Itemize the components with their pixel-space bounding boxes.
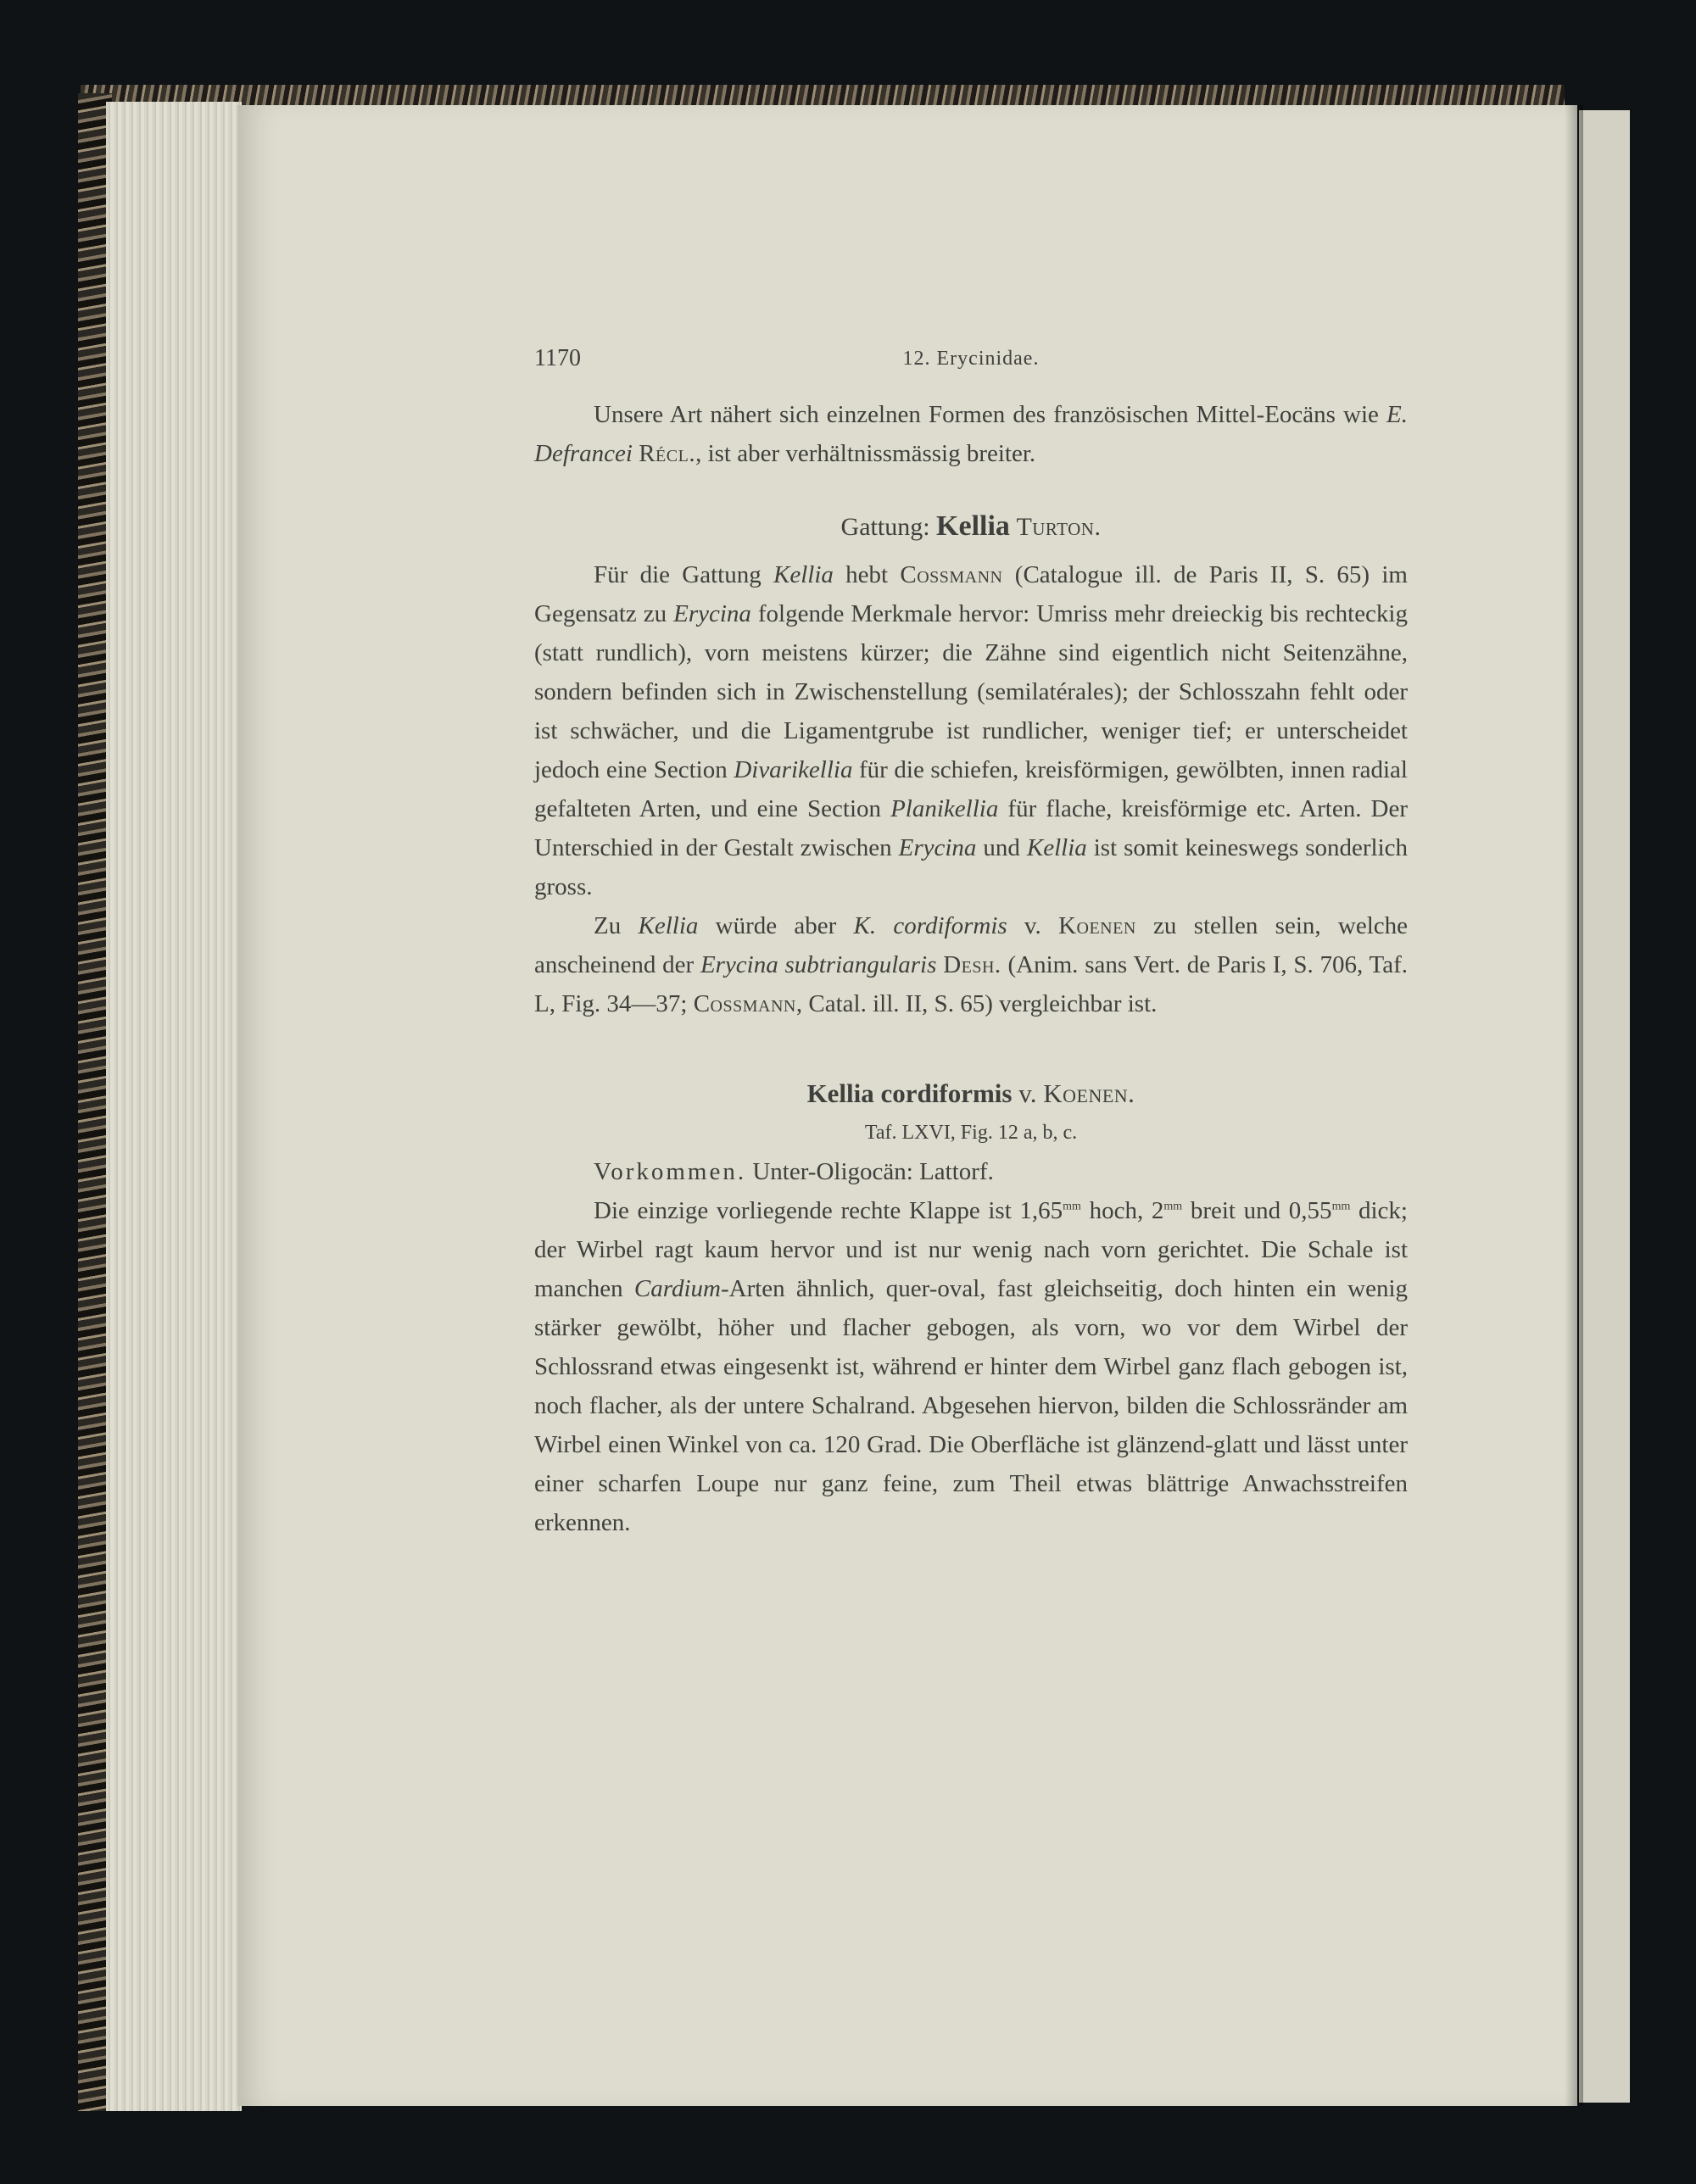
genus-heading [534, 507, 1408, 547]
genus-name-italic: Erycina [673, 600, 751, 627]
page-stack-edges [106, 102, 242, 2111]
text-run: Für die Gattung [594, 561, 773, 588]
genus-author: Turton. [1016, 513, 1102, 541]
species-heading-name: Kellia cordiformis [806, 1078, 1013, 1108]
page-number: 1170 [534, 345, 581, 371]
facing-page-edge [1579, 110, 1630, 2103]
text-run: ist somit keineswegs sonderlich gross. [534, 834, 1409, 900]
text-run: Unsere Art nähert sich einzelnen Formen des französischen Mittel-Eocäns wie [594, 401, 1387, 428]
occurrence-label: Vorkommen. [594, 1158, 747, 1185]
page-text [534, 339, 1408, 1542]
text-run: hebt [833, 561, 901, 588]
genus-name-italic: Cardium [633, 1275, 721, 1302]
species-name: Erycina subtriangularis [700, 951, 937, 978]
genus-name-italic: Erycina [898, 834, 977, 861]
genus-name-italic: Kellia [773, 561, 834, 588]
author-name: Récl. [639, 440, 696, 467]
paragraph-genus-comparison [534, 906, 1408, 1023]
spine-shadow [1565, 105, 1583, 2106]
species-heading-v: v. [1018, 1078, 1037, 1108]
text-run: für die schiefen, kreisförmigen, gewölbten, innen radial gefalteten Arten, und eine Section [534, 756, 1408, 822]
text-run: würde aber [698, 912, 854, 939]
text-run: , ist aber verhältnissmässig breiter. [695, 440, 1036, 467]
plate-reference: Taf. LXVI, Fig. 12 a, b, c. [864, 1122, 1078, 1144]
unit-superscript: mm [1331, 1200, 1351, 1213]
paragraph-species-description [534, 1191, 1408, 1542]
genus-heading-prefix: Gattung: [840, 513, 930, 541]
text-run: (Catalogue ill. de Paris II, S. 65) im Gegensatz zu [534, 561, 1408, 627]
genus-name-italic: Kellia [638, 912, 699, 939]
section-name-italic: Divarikellia [734, 756, 853, 783]
text-run: Zu [594, 912, 639, 939]
species-heading [534, 1074, 1408, 1113]
occurrence-line [534, 1152, 1408, 1191]
occurrence-value: Unter-Oligocän: Lattorf. [746, 1158, 994, 1185]
unit-superscript: mm [1163, 1200, 1183, 1213]
text-run: v. [1007, 912, 1059, 939]
species-name: K. cordiformis [853, 912, 1007, 939]
section-name-italic: Planikellia [890, 795, 999, 822]
author-name: Cossmann [900, 561, 1003, 588]
species-name: E. Defrancei [534, 401, 1408, 467]
running-head [534, 339, 1408, 378]
text-run: dick; der Wirbel ragt kaum hervor und ist nur wenig nach vorn gerichtet. Die Schale ist manchen [534, 1197, 1408, 1302]
text-run: für flache, kreisförmige etc. Arten. Der Unterschied in der Gestalt zwischen [534, 795, 1408, 861]
author-name: Koenen [1058, 912, 1136, 939]
species-heading-author: Koenen. [1043, 1078, 1135, 1108]
running-title: 12. Erycinidae. [902, 348, 1040, 370]
author-name: Cossmann [693, 990, 796, 1017]
author-name: Desh. [943, 951, 1001, 978]
paragraph-intro [534, 395, 1408, 473]
text-run: und [976, 834, 1027, 861]
text-run: zu stellen sein, welche anscheinend der [534, 912, 1409, 978]
text-run: , Catal. ill. II, S. 65) vergleichbar ist. [795, 990, 1158, 1017]
text-run: -Arten ähnlich, quer-oval, fast gleichseitig, doch hinten ein wenig stärker gewölbt, höher und flacher gebogen, als vorn, wo vor dem Wirbel der Schlossrand etwas eingesenkt ist, während er hinter dem Wirbel ganz flach gebogen ist, noch flacher, als der untere Schalrand. Abgesehen hiervon, bilden die Schlossränder am Wirbel einen Winkel von ca. 120 Grad. Die Oberfläche ist glänzend-glatt und lässt unter einer scharfen Loupe nur ganz feine, zum Theil etwas blättrige Anwachsstreifen erkennen. [534, 1275, 1408, 1536]
genus-name: Kellia [936, 510, 1010, 542]
genus-name-italic: Kellia [1026, 834, 1087, 861]
text-run: hoch, 2 [1080, 1197, 1164, 1224]
text-run: folgende Merkmale hervor: Umriss mehr dreieckig bis rechteckig (statt rundlich), vorn meistens kürzer; die Zähne sind eigentlich nicht Seitenzähne, sondern befinden sich in Zwischenstellung (semilatérales); der Schlosszahn fehlt oder ist schwächer, und die Ligamentgrube ist rundlicher, weniger tief; er unterscheidet jedoch eine Section [534, 600, 1408, 783]
paragraph-genus-description [534, 555, 1408, 906]
text-run: (Anim. sans Vert. de Paris I, S. 706, Taf. L, Fig. 34—37; [534, 951, 1409, 1017]
unit-superscript: mm [1063, 1200, 1081, 1213]
text-run: breit und 0,55 [1182, 1197, 1332, 1224]
text-run: Die einzige vorliegende rechte Klappe ist 1,65 [594, 1197, 1063, 1224]
